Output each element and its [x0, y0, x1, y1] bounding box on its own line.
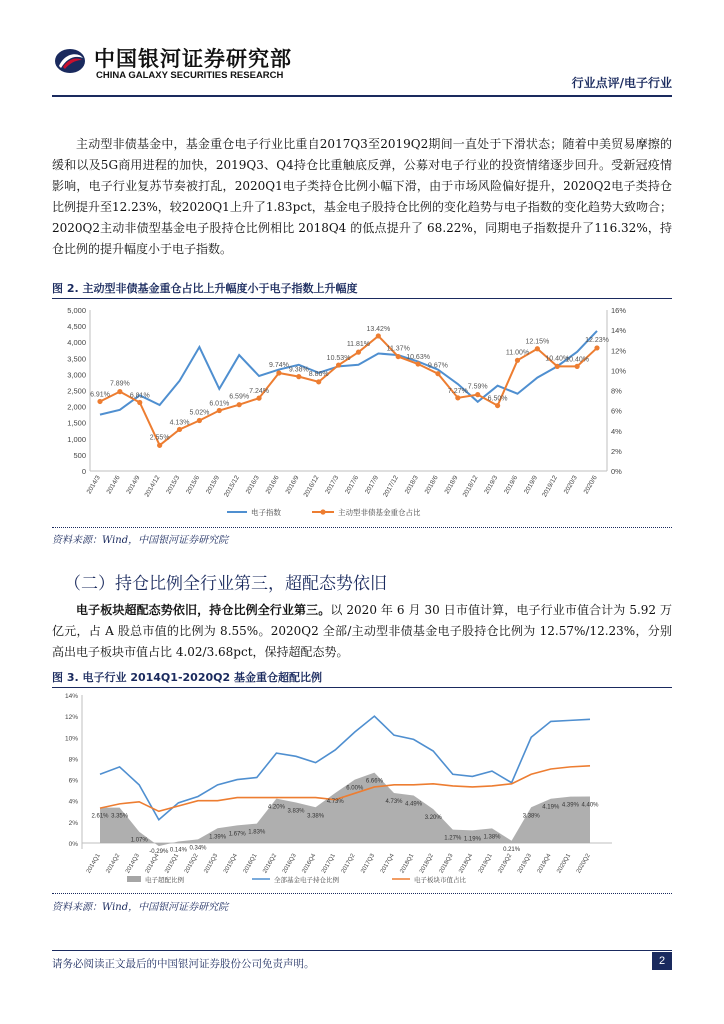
logo-chinese-name: 中国银河证券研究部 [94, 47, 292, 71]
data-point-fund-share [97, 399, 102, 404]
report-category: 行业点评/电子行业 [571, 76, 672, 90]
x-tick-label: 2017Q3 [360, 853, 377, 875]
body-paragraph-2 [52, 600, 672, 663]
data-point-fund-share [237, 402, 242, 407]
data-label-fund-share: 7.89% [109, 380, 130, 388]
data-label-overweight: 0.21% [503, 846, 521, 853]
data-label-fund-share: 10.40% [545, 355, 570, 363]
left-tick-label: 4,500 [67, 322, 86, 332]
x-tick-label: 2016/6 [264, 474, 281, 496]
figure-2-title: 图 2. 主动型非债基金重仓占比上升幅度小于电子指数上升幅度 [52, 282, 358, 295]
figure-3-source-rule [52, 893, 672, 894]
data-label-overweight: 1.27% [444, 835, 462, 842]
data-point-fund-share [455, 395, 460, 400]
x-tick-label: 2016Q2 [262, 853, 279, 875]
data-label-fund-share: 10.40% [565, 356, 589, 364]
data-label-overweight: 4.20% [267, 804, 285, 811]
data-label-overweight: 6.00% [346, 785, 364, 792]
x-tick-label: 2014Q4 [144, 853, 161, 875]
x-tick-label: 2017/9 [364, 474, 381, 496]
data-label-overweight: 1.67% [228, 831, 246, 838]
data-point-fund-share [177, 427, 182, 432]
data-point-fund-share [217, 408, 222, 413]
x-tick-label: 2018Q1 [399, 853, 416, 875]
y-tick-label: 8% [68, 756, 78, 764]
data-point-fund-share [435, 371, 440, 376]
x-tick-label: 2017/6 [344, 474, 361, 496]
x-tick-label: 2020/6 [582, 474, 599, 496]
data-label-overweight: 1.19% [463, 836, 481, 843]
x-tick-label: 2014/12 [143, 474, 162, 499]
data-point-fund-share [197, 418, 202, 423]
x-tick-label: 2018Q3 [438, 853, 455, 875]
x-tick-label: 2016Q4 [301, 853, 318, 875]
data-point-fund-share [475, 392, 480, 397]
figure-3-rule [52, 687, 672, 688]
data-point-fund-share [276, 370, 281, 375]
x-tick-label: 2016Q3 [281, 853, 298, 875]
data-point-fund-share [415, 361, 420, 366]
paragraph-2-lead: 电子板块超配态势依旧，持仓比例全行业第三。 [76, 603, 331, 617]
data-point-fund-share [137, 400, 142, 405]
logo-english-name: CHINA GALAXY SECURITIES RESEARCH [96, 70, 284, 81]
x-tick-label: 2017/3 [324, 474, 341, 496]
x-tick-label: 2019Q2 [497, 853, 514, 875]
data-label-overweight: 4.19% [542, 804, 560, 811]
data-label-overweight: 3.38% [522, 813, 540, 820]
data-label-fund-share: 6.91% [90, 391, 110, 399]
right-tick-label: 12% [611, 346, 627, 356]
data-label-overweight: 1.39% [209, 834, 227, 841]
x-tick-label: 2018Q2 [419, 853, 435, 875]
x-tick-label: 2014/3 [85, 474, 102, 496]
figure-2-source: 资料来源：Wind，中国银河证券研究院 [52, 535, 229, 546]
data-label-fund-share: 5.02% [189, 409, 210, 417]
data-label-overweight: 3.20% [424, 815, 442, 822]
x-tick-label: 2014/6 [105, 474, 122, 496]
legend-label-electronic-index: 电子指数 [251, 508, 281, 517]
data-label-fund-share: 12.15% [525, 338, 550, 346]
data-point-fund-share [356, 350, 361, 355]
galaxy-logo-icon [53, 46, 87, 76]
x-tick-label: 2017Q4 [379, 853, 396, 875]
data-point-fund-share [555, 364, 560, 369]
x-tick-label: 2015Q4 [223, 853, 239, 875]
x-tick-label: 2018Q4 [458, 853, 475, 875]
legend-label-all-funds: 全部基金电子持仓比例 [274, 877, 339, 884]
section-heading: （二）持仓比例全行业第三，超配态势依旧 [64, 574, 387, 594]
x-tick-label: 2020Q2 [575, 853, 592, 875]
data-point-fund-share [594, 345, 599, 350]
y-tick-label: 4% [68, 798, 78, 806]
figure-2-source-rule [52, 527, 672, 528]
data-point-fund-share [117, 389, 122, 394]
data-point-fund-share [575, 364, 580, 369]
x-tick-label: 2014Q2 [105, 853, 122, 875]
footer-divider [52, 950, 672, 951]
x-tick-label: 2016/12 [302, 474, 321, 499]
x-tick-label: 2019/6 [503, 474, 520, 496]
legend-label-fund-share: 主动型非债基金重仓占比 [338, 508, 421, 517]
data-label-fund-share: 7.24% [249, 388, 269, 396]
x-tick-label: 2016/9 [284, 474, 301, 496]
right-tick-label: 0% [611, 467, 622, 476]
data-point-fund-share [396, 354, 401, 359]
data-label-fund-share: 10.63% [406, 354, 430, 362]
data-point-fund-share [296, 374, 301, 379]
x-tick-label: 2019/12 [541, 474, 559, 499]
x-tick-label: 2020Q1 [556, 853, 573, 875]
y-tick-label: 10% [64, 735, 78, 743]
x-tick-label: 2014/9 [125, 474, 142, 496]
y-tick-label: 0% [68, 841, 78, 848]
x-tick-label: 2017Q2 [340, 853, 357, 875]
data-point-fund-share [316, 379, 321, 384]
left-tick-label: 1,500 [67, 418, 86, 428]
series-area-overweight [100, 773, 590, 846]
right-tick-label: 10% [611, 366, 627, 376]
x-tick-label: 2020/3 [562, 474, 579, 496]
x-tick-label: 2019/9 [523, 474, 540, 496]
right-tick-label: 2% [611, 446, 622, 456]
x-tick-label: 2018/3 [403, 474, 420, 496]
page-number: 2 [652, 952, 672, 970]
y-tick-label: 6% [68, 777, 78, 785]
x-tick-label: 2019Q3 [517, 853, 533, 875]
x-tick-label: 2015/12 [223, 474, 241, 499]
data-label-fund-share: 13.42% [366, 325, 391, 333]
x-tick-label: 2017/12 [382, 474, 400, 499]
data-label-fund-share: 6.01% [209, 400, 230, 408]
x-tick-label: 2017Q1 [321, 853, 337, 875]
data-label-overweight: 4.73% [385, 798, 403, 805]
x-tick-label: 2015/3 [165, 474, 182, 496]
left-tick-label: 0 [81, 467, 86, 476]
left-tick-label: 3,000 [67, 370, 86, 380]
data-label-overweight: -0.29% [149, 849, 169, 855]
data-label-fund-share: 9.67% [428, 362, 448, 370]
legend-swatch-overweight [127, 876, 141, 882]
legend-label-overweight: 电子超配比例 [145, 877, 184, 884]
paragraph-2-text: 以 2020 年 6 月 30 日市值计算，电子行业市值合计为 5.92 万亿元，占 A 股总市值的比例为 8.55%。2020Q2 全部/主动型非债基金电子股持仓比例为 12.57%/12.23%，分别高出电子板块市值占比 4.02/3.68pct，保持超配态势。 [52, 603, 672, 659]
figure-3-title: 图 3. 电子行业 2014Q1-2020Q2 基金重仓超配比例 [52, 671, 322, 684]
x-tick-label: 2015Q2 [183, 853, 200, 875]
y-tick-label: 14% [64, 693, 78, 700]
x-tick-label: 2018/12 [461, 474, 480, 499]
figure-2-rule [52, 298, 672, 299]
left-tick-label: 3,500 [67, 354, 86, 364]
data-label-fund-share: 6.81% [129, 392, 150, 400]
left-tick-label: 2,000 [67, 402, 86, 412]
data-label-fund-share: 6.59% [229, 393, 250, 401]
data-label-overweight: 6.66% [365, 778, 383, 785]
data-point-fund-share [495, 403, 500, 408]
data-label-overweight: 1.38% [483, 834, 501, 841]
right-tick-label: 8% [611, 386, 622, 396]
data-label-overweight: 4.39% [561, 802, 579, 809]
data-label-fund-share: 9.74% [268, 361, 289, 369]
legend-label-market-cap-share: 电子板块市值占比 [414, 877, 466, 884]
data-point-fund-share [515, 358, 520, 363]
body-paragraph-1: 主动型非债基金中，基金重仓电子行业比重自2017Q3至2019Q2期间一直处于下滑状态；随着中美贸易摩擦的缓和以及5G商用进程的加快，2019Q3、Q4持仓比重触底反弹，公募对电子行业的投资情绪逐步回升。受新冠疫情影响，电子行业复苏节奏被打乱，2020Q1电子类持仓比例小幅下滑，由于市场风险偏好提升，2020Q2电子类持仓比例提升至12.23%，较2020Q1上升了1.83pct，基金电子股持仓比例的变化趋势与电子指数的变化趋势大致吻合；2020Q2主动非债型基金电子股持仓比例相比 2018Q4 的低点提升了 68.22%，同期电子指数提升了116.32%，持仓比例的提升幅度小于电子指数。 [52, 137, 672, 256]
x-tick-label: 2016/3 [244, 474, 261, 496]
data-label-fund-share: 8.86% [308, 370, 329, 378]
x-tick-label: 2018/9 [443, 474, 460, 496]
y-tick-label: 2% [68, 819, 78, 827]
right-tick-label: 16% [611, 306, 627, 315]
data-point-fund-share [256, 396, 261, 401]
data-label-fund-share: 11.37% [386, 345, 410, 353]
x-tick-label: 2015Q3 [203, 853, 220, 875]
data-label-fund-share: 9.38% [288, 366, 309, 374]
left-tick-label: 500 [73, 450, 86, 460]
right-tick-label: 6% [611, 406, 622, 416]
x-tick-label: 2015/9 [205, 474, 222, 496]
legend-marker-fund-share [320, 509, 325, 514]
data-label-overweight: 4.49% [405, 801, 423, 808]
x-tick-label: 2018/6 [423, 474, 440, 496]
left-tick-label: 5,000 [67, 306, 86, 315]
data-label-fund-share: 2.55% [149, 434, 170, 442]
y-tick-label: 12% [64, 714, 78, 722]
data-point-fund-share [157, 443, 162, 448]
data-label-fund-share: 7.59% [467, 383, 488, 391]
left-tick-label: 4,000 [67, 338, 86, 348]
figure-3-chart [52, 689, 672, 889]
x-tick-label: 2019/3 [483, 474, 500, 496]
data-label-fund-share: 11.81% [346, 341, 371, 349]
footer-disclaimer: 请务必阅读正文最后的中国银河证券股份公司免责声明。 [52, 958, 315, 970]
data-point-fund-share [336, 362, 341, 367]
x-tick-label: 2016Q1 [242, 853, 259, 875]
left-tick-label: 2,500 [67, 386, 86, 396]
data-label-overweight: 3.38% [307, 813, 325, 820]
data-point-fund-share [535, 346, 540, 351]
data-label-fund-share: 10.53% [326, 355, 351, 363]
figure-2-chart [52, 300, 672, 526]
data-label-fund-share: 7.27% [447, 387, 468, 395]
data-label-fund-share: 12.23% [585, 336, 609, 344]
data-label-overweight: 1.83% [248, 829, 266, 836]
data-point-fund-share [376, 333, 381, 338]
header-divider [52, 95, 672, 97]
x-tick-label: 2019Q1 [477, 853, 494, 875]
right-tick-label: 14% [611, 326, 627, 336]
x-tick-label: 2015/6 [185, 474, 202, 496]
x-tick-label: 2014Q3 [125, 853, 141, 875]
data-label-overweight: 1.07% [130, 837, 148, 844]
data-label-overweight: 0.14% [169, 847, 187, 854]
data-label-overweight: 2.61% [91, 813, 109, 820]
data-label-fund-share: 11.00% [505, 349, 530, 357]
x-tick-label: 2015Q1 [164, 853, 181, 875]
figure-3-source: 资料来源：Wind，中国银河证券研究院 [52, 902, 229, 913]
data-label-overweight: 0.34% [189, 845, 207, 852]
data-label-overweight: 4.40% [581, 802, 599, 809]
x-tick-label: 2014Q1 [85, 853, 102, 875]
left-tick-label: 1,000 [67, 434, 86, 444]
x-tick-label: 2019Q4 [536, 853, 553, 875]
data-label-overweight: 3.35% [111, 813, 129, 820]
right-tick-label: 4% [611, 426, 622, 436]
data-label-overweight: 4.73% [326, 798, 344, 805]
data-label-fund-share: 4.13% [169, 419, 190, 427]
data-label-fund-share: 6.50% [487, 395, 508, 403]
data-label-overweight: 3.83% [287, 808, 305, 815]
